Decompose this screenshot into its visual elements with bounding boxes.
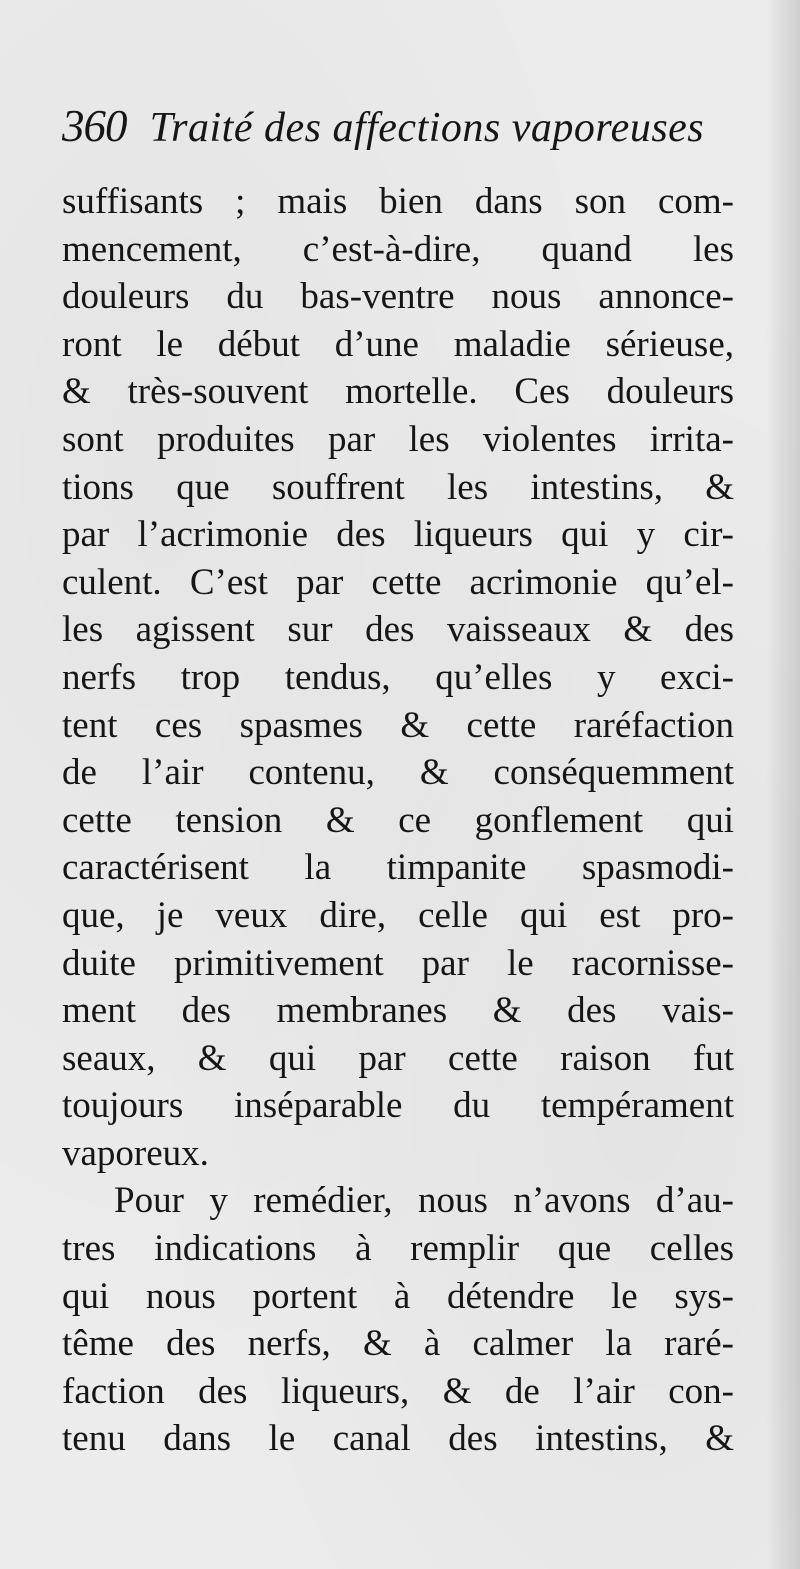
text-line: nerfs trop tendus, qu’elles y exci-	[62, 656, 734, 698]
text-line: toujours inséparable du tempérament	[62, 1085, 734, 1127]
text-line: tres indications à remplir que celles	[62, 1228, 734, 1270]
text-line: tême des nerfs, & à calmer la raré-	[62, 1323, 734, 1365]
text-line: faction des liqueurs, & de l’air con-	[62, 1370, 734, 1412]
page-gutter-shadow	[766, 0, 800, 1569]
body-text	[62, 178, 734, 1463]
text-line: caractérisent la timpanite spasmodi-	[62, 847, 734, 889]
text-line: culent. C’est par cette acrimonie qu’el-	[62, 561, 734, 603]
text-line: ment des membranes & des vais-	[62, 990, 734, 1032]
text-line: & très-souvent mortelle. Ces douleurs	[62, 371, 734, 413]
text-line: ront le début d’une maladie sérieuse,	[62, 323, 734, 365]
paragraph-start-line: Pour y remédier, nous n’avons d’au-	[114, 1180, 734, 1222]
text-line: seaux, & qui par cette raison fut	[62, 1037, 734, 1079]
paragraph-end-line: vaporeux.	[62, 1132, 209, 1174]
text-line: que, je veux dire, celle qui est pro-	[62, 894, 734, 936]
text-line: duite primitivement par le racornisse-	[62, 942, 734, 984]
text-line: par l’acrimonie des liqueurs qui y cir-	[62, 514, 734, 556]
text-line: tions que souffrent les intestins, &	[62, 466, 734, 508]
text-line: suffisants ; mais bien dans son com-	[62, 181, 734, 222]
text-line: les agissent sur des vaisseaux & des	[62, 609, 734, 651]
text-line: cette tension & ce gonflement qui	[62, 799, 734, 841]
page-number: 360	[62, 101, 127, 151]
text-line: qui nous portent à détendre le sys-	[62, 1275, 734, 1317]
text-line: tent ces spasmes & cette raréfaction	[62, 704, 734, 746]
text-line: tenu dans le canal des intestins, &	[62, 1418, 734, 1460]
running-header	[62, 100, 742, 160]
text-line: de l’air contenu, & conséquemment	[62, 752, 734, 794]
text-line: sont produites par les violentes irrita-	[62, 418, 734, 460]
text-line: douleurs du bas-ventre nous annonce-	[62, 276, 734, 318]
running-title: Traité des affections vaporeuses	[149, 105, 705, 151]
text-line: mencement, c’est-à-dire, quand les	[62, 228, 734, 270]
